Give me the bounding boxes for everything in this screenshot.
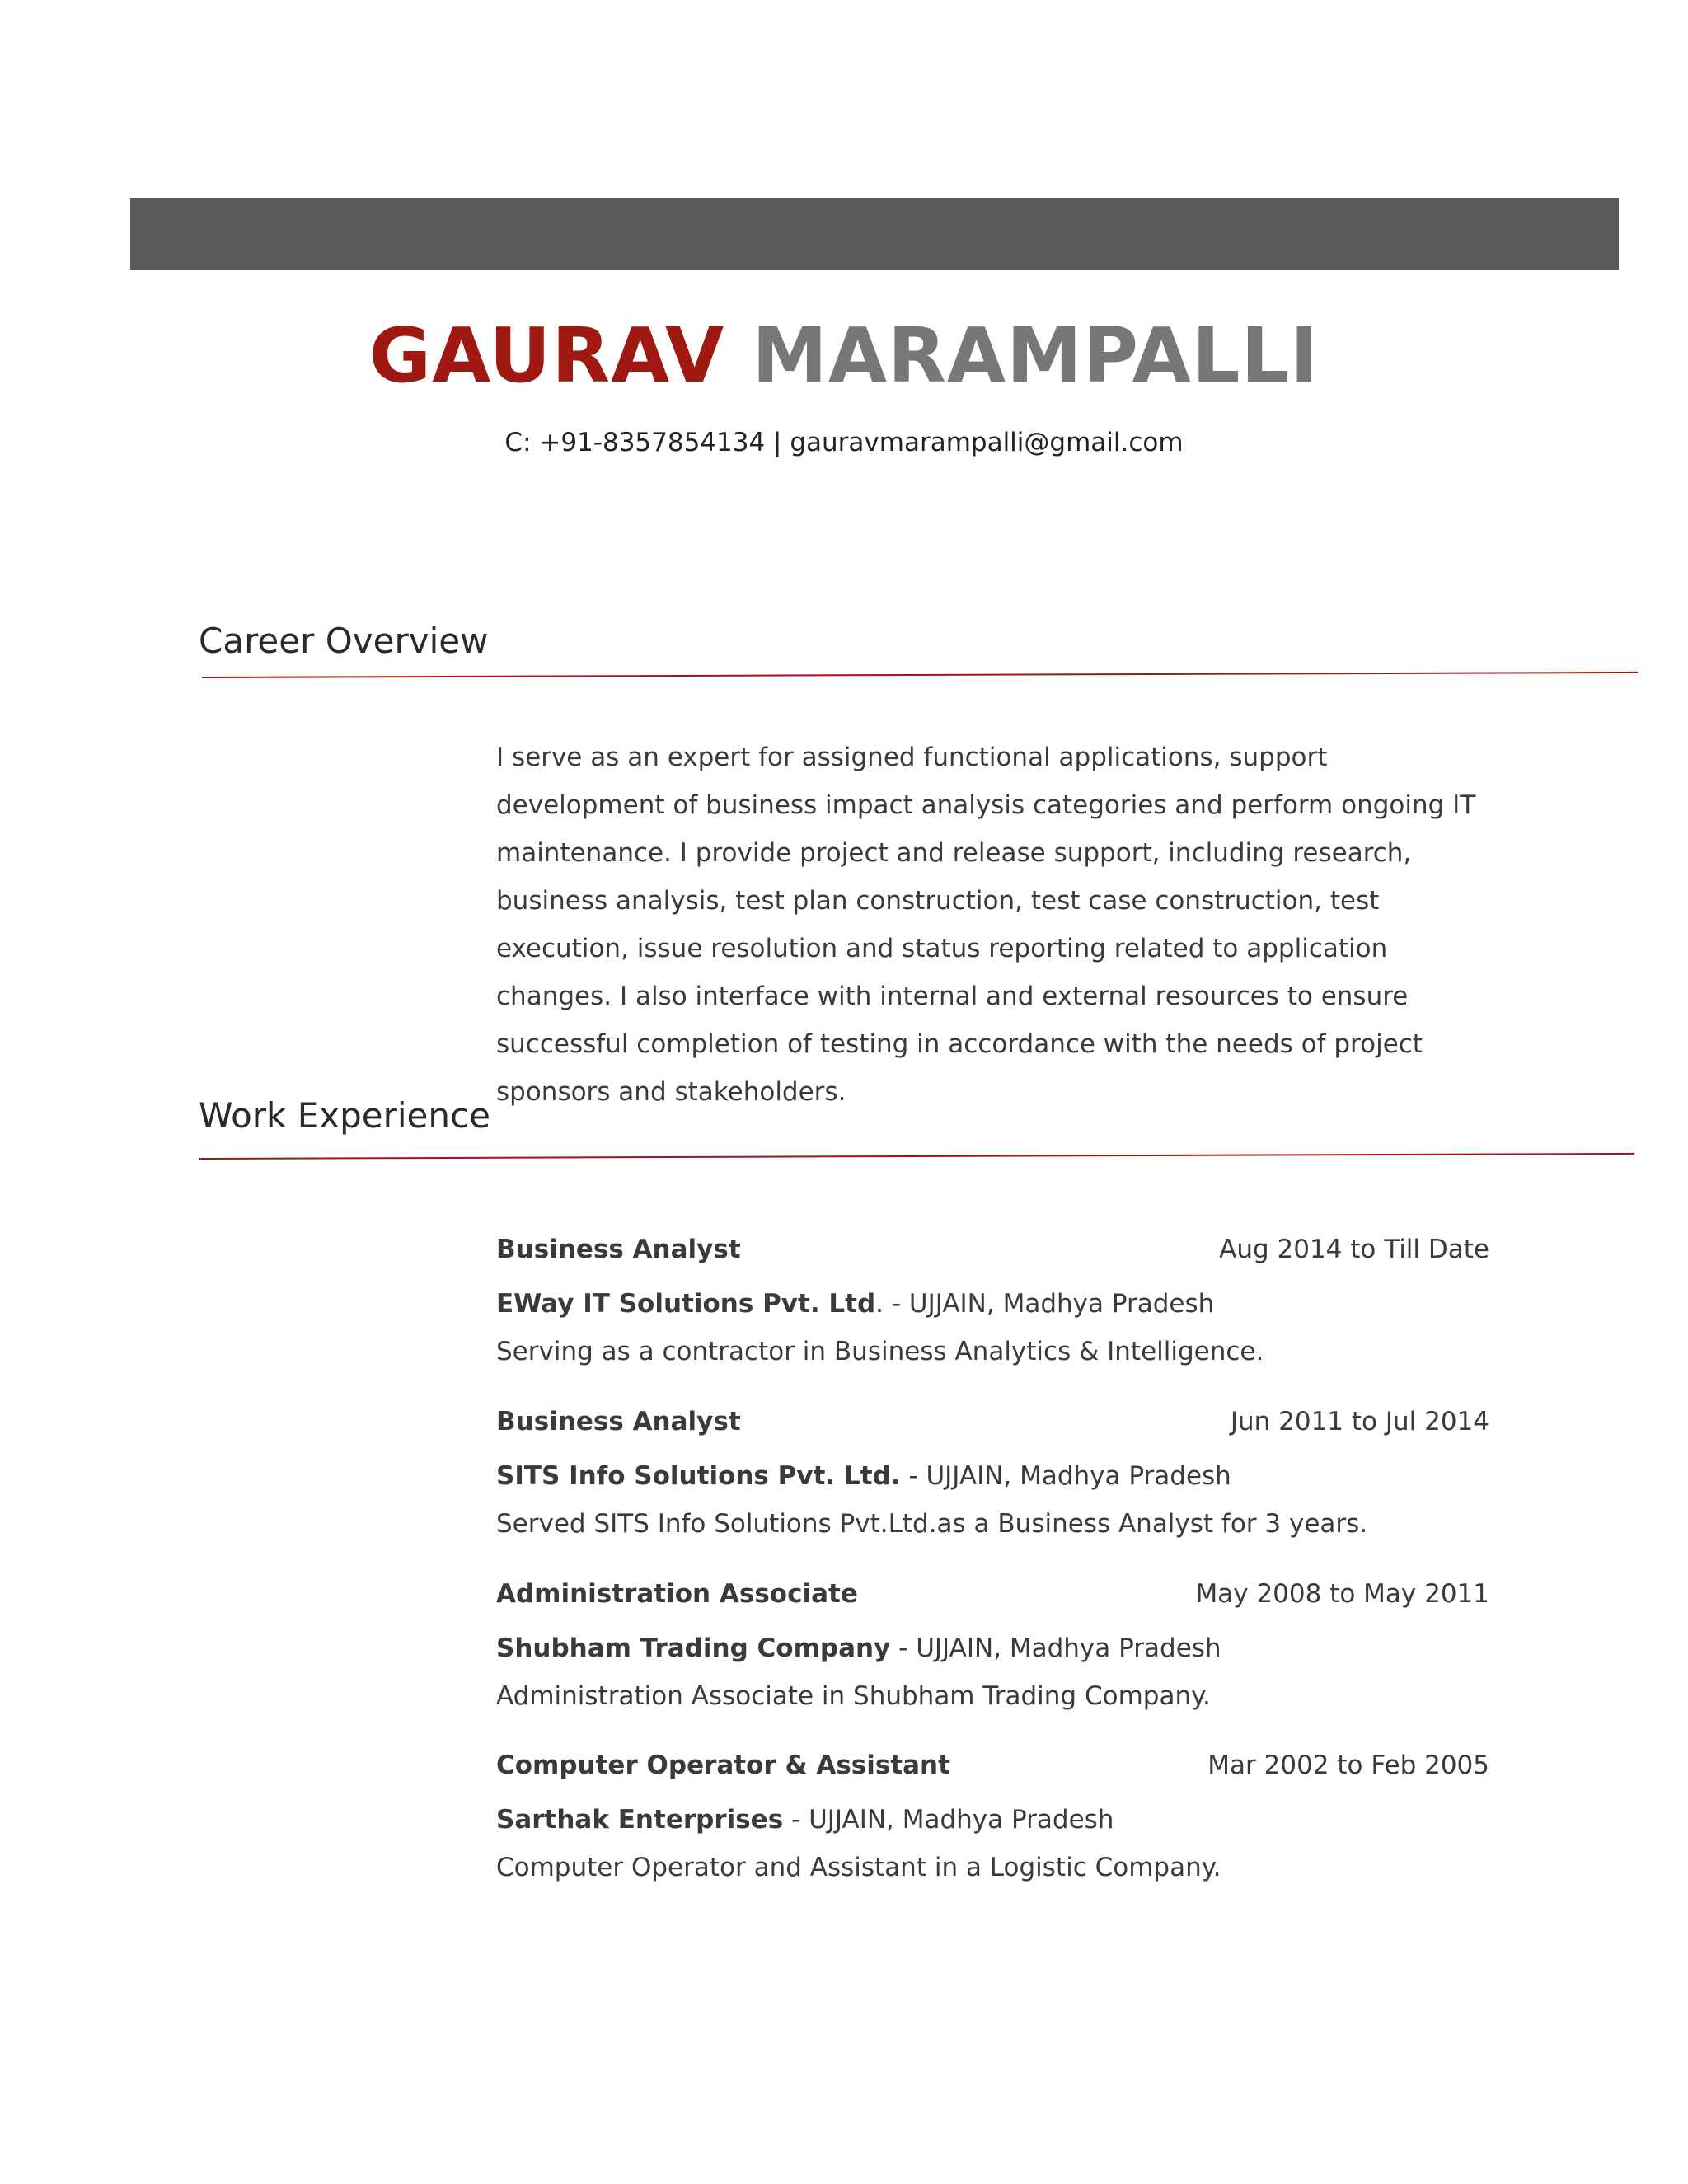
section-divider <box>202 672 1638 678</box>
job-dates: May 2008 to May 2011 <box>1195 1579 1489 1609</box>
job-location: - UJJAIN, Madhya Pradesh <box>783 1805 1114 1835</box>
job-title: Business Analyst <box>496 1235 741 1264</box>
job-title: Computer Operator & Assistant <box>496 1750 950 1780</box>
career-overview-text <box>496 733 1485 1116</box>
section-divider <box>199 1153 1634 1160</box>
job-entry <box>496 1570 1489 1720</box>
job-location: . - UJJAIN, Madhya Pradesh <box>875 1289 1215 1319</box>
job-location: - UJJAIN, Madhya Pradesh <box>900 1461 1231 1491</box>
job-title: Administration Associate <box>496 1579 858 1609</box>
job-company: EWay IT Solutions Pvt. Ltd <box>496 1289 876 1319</box>
job-description: Computer Operator and Assistant in a Logistic Company. <box>496 1853 1221 1882</box>
job-description: Administration Associate in Shubham Trading Company. <box>496 1681 1211 1711</box>
job-description: Served SITS Info Solutions Pvt.Ltd.as a Business Analyst for 3 years. <box>496 1509 1368 1539</box>
job-company: Shubham Trading Company <box>496 1633 891 1663</box>
contact-info: C: +91-8357854134 | gauravmarampalli@gmail.com <box>504 428 1184 457</box>
job-entry <box>496 1398 1489 1548</box>
job-dates: Aug 2014 to Till Date <box>1219 1235 1489 1264</box>
last-name: MARAMPALLI <box>752 312 1320 400</box>
job-entry <box>496 1741 1489 1891</box>
section-title-career-overview: Career Overview <box>199 621 489 661</box>
job-dates: Jun 2011 to Jul 2014 <box>1230 1407 1489 1436</box>
section-title-work-experience: Work Experience <box>199 1095 490 1136</box>
first-name: GAURAV <box>368 312 725 400</box>
job-company: Sarthak Enterprises <box>496 1805 784 1835</box>
job-description: Serving as a contractor in Business Analytics & Intelligence. <box>496 1337 1264 1366</box>
career-overview-paragraph: I serve as an expert for assigned functional applications, support development of business impact analysis categories and perform ongoing IT maintenance. I provide project and release support, including research, business analysis, test plan construction, test case construction, test execution, issue resolution and status reporting related to application changes. I also interface with internal and external resources to ensure successful completion of testing in accordance with the needs of project sponsors and stakeholders. <box>496 743 1476 1107</box>
job-location: - UJJAIN, Madhya Pradesh <box>890 1633 1221 1663</box>
job-dates: Mar 2002 to Feb 2005 <box>1207 1750 1489 1780</box>
job-title: Business Analyst <box>496 1407 741 1436</box>
header-bar <box>130 198 1619 270</box>
candidate-name <box>0 307 1688 405</box>
job-company: SITS Info Solutions Pvt. Ltd. <box>496 1461 901 1491</box>
job-entry <box>496 1226 1489 1376</box>
